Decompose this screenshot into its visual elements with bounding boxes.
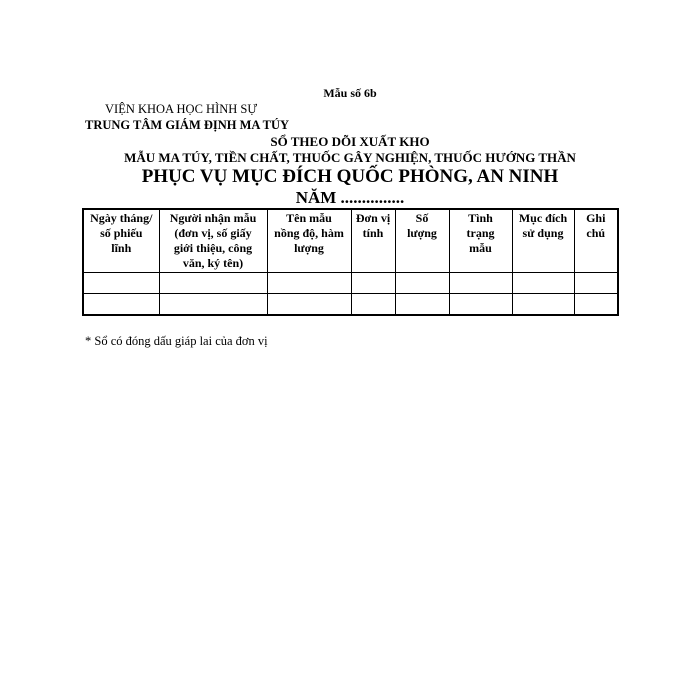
agency-name: VIỆN KHOA HỌC HÌNH SỰ (105, 102, 258, 116)
table-cell (395, 273, 449, 294)
ledger-table (82, 208, 619, 316)
col-notes: Ghi chú (574, 209, 618, 273)
table-cell (574, 294, 618, 316)
form-number: Mẫu số 6b (323, 86, 377, 100)
footnote: * Sổ có đóng dấu giáp lai của đơn vị (85, 334, 268, 348)
col-recipient: Người nhận mẫu (đơn vị, số giấy giới thiệu, công văn, ký tên) (159, 209, 267, 273)
table-cell (395, 294, 449, 316)
table-row (83, 273, 618, 294)
table-cell (83, 294, 159, 316)
col-unit: Đơn vị tính (351, 209, 395, 273)
table-cell (512, 273, 574, 294)
table-cell (267, 273, 351, 294)
table-cell (267, 294, 351, 316)
header-row (83, 209, 618, 273)
col-date-receipt: Ngày tháng/ số phiếu lĩnh (83, 209, 159, 273)
table-cell (159, 273, 267, 294)
table-row (83, 294, 618, 316)
center-name: TRUNG TÂM GIÁM ĐỊNH MA TÚY (85, 118, 290, 132)
table-cell (83, 273, 159, 294)
col-sample-name: Tên mẫu nồng độ, hàm lượng (267, 209, 351, 273)
table-cell (351, 273, 395, 294)
table-cell (159, 294, 267, 316)
year-line: NĂM ............... (295, 188, 405, 207)
table-cell (449, 273, 512, 294)
table-cell (449, 294, 512, 316)
table-cell (512, 294, 574, 316)
col-sample-status: Tình trạng mẫu (449, 209, 512, 273)
col-quantity: Số lượng (395, 209, 449, 273)
table-cell (574, 273, 618, 294)
document-subtitle: MẪU MA TÚY, TIỀN CHẤT, THUỐC GÂY NGHIỆN, THUỐC HƯỚNG THẦN (124, 150, 576, 165)
document-purpose: PHỤC VỤ MỤC ĐÍCH QUỐC PHÒNG, AN NINH (141, 166, 559, 187)
table-cell (351, 294, 395, 316)
document-title: SỔ THEO DÕI XUẤT KHO (270, 134, 430, 149)
col-purpose: Mục đích sử dụng (512, 209, 574, 273)
